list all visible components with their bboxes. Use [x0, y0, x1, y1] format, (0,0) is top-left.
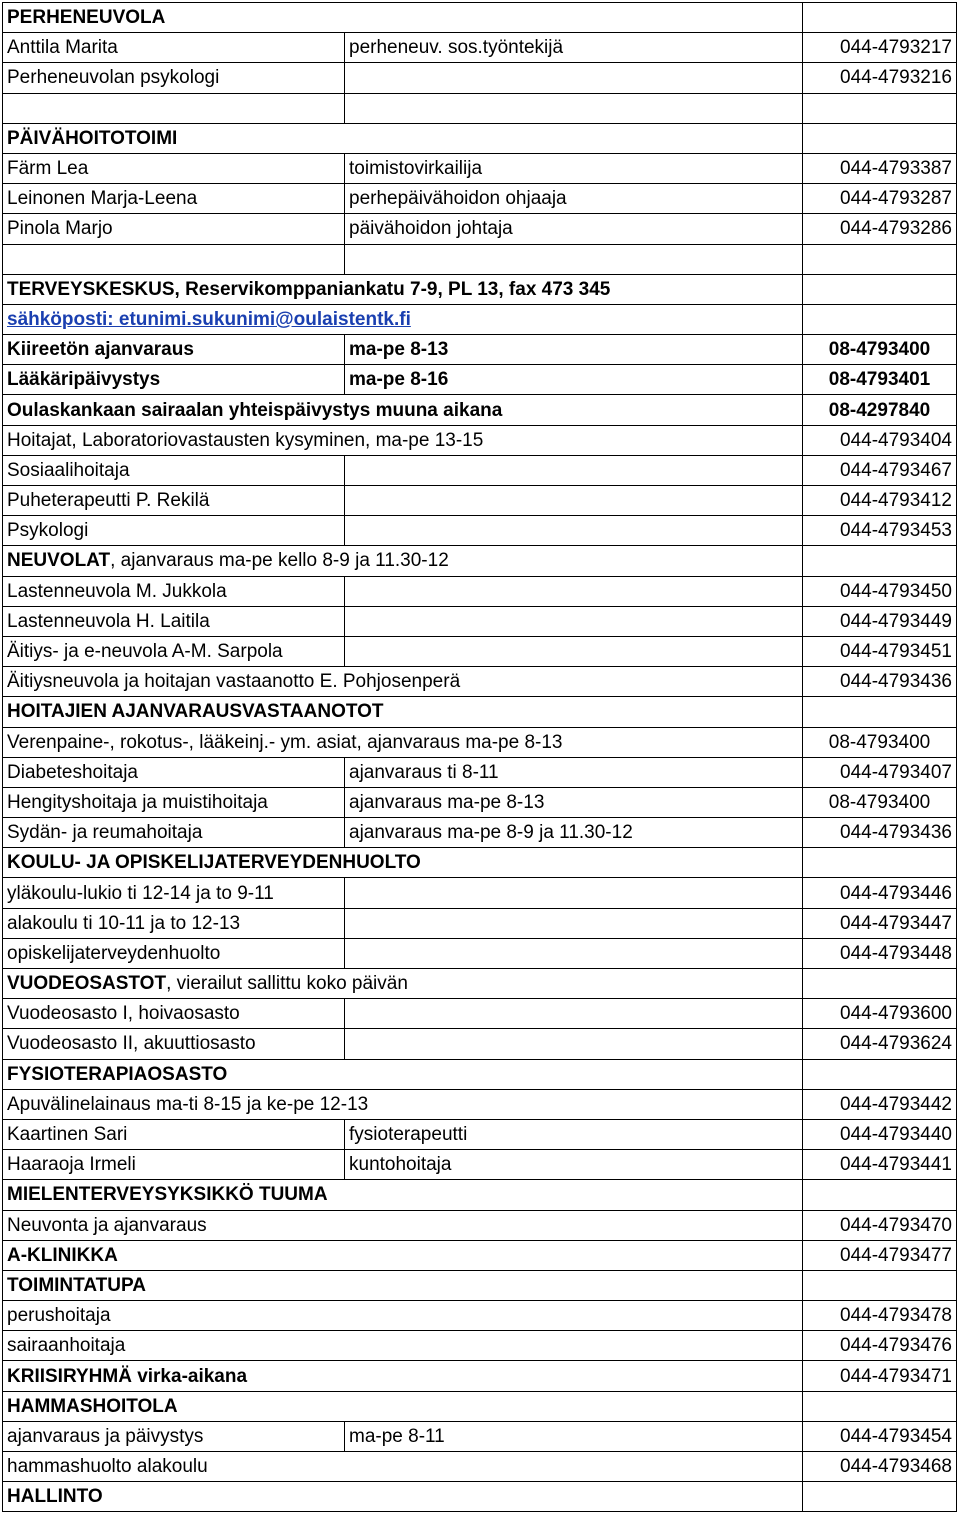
- entry-name-cell: Hoitajat, Laboratoriovastausten kysyminen, ma-pe 13-15: [3, 425, 803, 455]
- directory-body: [3, 3, 957, 1512]
- directory-row: [3, 33, 957, 63]
- entry-role-cell: ma-pe 8-11: [345, 1421, 803, 1451]
- entry-name-cell: opiskelijaterveydenhuolto: [3, 938, 345, 968]
- section-header-row: [3, 1482, 957, 1512]
- phone-number-cell: [803, 274, 957, 304]
- entry-role-cell: [345, 878, 803, 908]
- phone-number-cell: [803, 123, 957, 153]
- phone-number-cell: [803, 1482, 957, 1512]
- entry-role-cell: [345, 1029, 803, 1059]
- phone-number-cell: 044-4793449: [803, 606, 957, 636]
- entry-name-cell: Kiireetön ajanvaraus: [3, 335, 345, 365]
- phone-number-cell: [803, 848, 957, 878]
- entry-role-cell: ajanvaraus ti 8-11: [345, 757, 803, 787]
- directory-row: [3, 757, 957, 787]
- entry-name-cell: [3, 304, 803, 334]
- entry-role-cell: ajanvaraus ma-pe 8-9 ja 11.30-12: [345, 818, 803, 848]
- phone-number-cell: [803, 697, 957, 727]
- entry-role-cell: [345, 244, 803, 274]
- directory-row: [3, 244, 957, 274]
- section-note: , vierailut sallittu koko päivän: [166, 973, 408, 995]
- entry-name-cell: Haaraoja Irmeli: [3, 1150, 345, 1180]
- entry-name-cell: Psykologi: [3, 516, 345, 546]
- phone-number-cell: 044-4793286: [803, 214, 957, 244]
- directory-row: [3, 1089, 957, 1119]
- section-header-row: [3, 1391, 957, 1421]
- entry-name-cell: [3, 546, 803, 576]
- phone-number-cell: [803, 304, 957, 334]
- phone-number-cell: 044-4793451: [803, 636, 957, 666]
- entry-role-cell: [345, 516, 803, 546]
- section-header-row: [3, 1270, 957, 1300]
- directory-row: [3, 787, 957, 817]
- phone-number-cell: 08-4793400: [803, 787, 957, 817]
- phone-number-cell: 044-4793478: [803, 1301, 957, 1331]
- entry-role-cell: [345, 63, 803, 93]
- entry-name-cell: [3, 93, 345, 123]
- section-heading: NEUVOLAT: [7, 550, 111, 572]
- directory-row: [3, 1421, 957, 1451]
- entry-name-cell: Oulaskankaan sairaalan yhteispäivystys muuna aikana: [3, 395, 803, 425]
- directory-row: [3, 667, 957, 697]
- phone-number-cell: 044-4793446: [803, 878, 957, 908]
- phone-number-cell: 044-4793412: [803, 486, 957, 516]
- entry-role-cell: ajanvaraus ma-pe 8-13: [345, 787, 803, 817]
- phone-number-cell: 044-4793477: [803, 1240, 957, 1270]
- phone-number-cell: 044-4793440: [803, 1119, 957, 1149]
- entry-role-cell: ma-pe 8-13: [345, 335, 803, 365]
- phone-number-cell: [803, 546, 957, 576]
- entry-name-cell: Sosiaalihoitaja: [3, 455, 345, 485]
- directory-row: [3, 606, 957, 636]
- phone-number-cell: 044-4793387: [803, 153, 957, 183]
- phone-number-cell: 08-4793401: [803, 365, 957, 395]
- entry-name-cell: A-KLINIKKA: [3, 1240, 803, 1270]
- entry-name-cell: Pinola Marjo: [3, 214, 345, 244]
- directory-row: [3, 365, 957, 395]
- phone-number-cell: 044-4793467: [803, 455, 957, 485]
- entry-role-cell: toimistovirkailija: [345, 153, 803, 183]
- email-link[interactable]: sähköposti: etunimi.sukunimi@oulaistentk.fi: [7, 308, 411, 330]
- directory-row: [3, 546, 957, 576]
- directory-row: [3, 184, 957, 214]
- phone-number-cell: 044-4793600: [803, 999, 957, 1029]
- entry-name-cell: Neuvonta ja ajanvaraus: [3, 1210, 803, 1240]
- entry-name-cell: Äitiysneuvola ja hoitajan vastaanotto E. Pohjosenperä: [3, 667, 803, 697]
- entry-name-cell: Sydän- ja reumahoitaja: [3, 818, 345, 848]
- phone-number-cell: 044-4793287: [803, 184, 957, 214]
- directory-row: [3, 1029, 957, 1059]
- section-header-row: [3, 1059, 957, 1089]
- directory-row: [3, 395, 957, 425]
- entry-name-cell: KRIISIRYHMÄ virka-aikana: [3, 1361, 803, 1391]
- directory-row: [3, 153, 957, 183]
- phone-number-cell: 044-4793441: [803, 1150, 957, 1180]
- phone-number-cell: 044-4793476: [803, 1331, 957, 1361]
- entry-name-cell: Apuvälinelainaus ma-ti 8-15 ja ke-pe 12-13: [3, 1089, 803, 1119]
- directory-row: [3, 727, 957, 757]
- entry-role-cell: [345, 636, 803, 666]
- entry-role-cell: [345, 999, 803, 1029]
- entry-role-cell: kuntohoitaja: [345, 1150, 803, 1180]
- section-header-row: [3, 1361, 957, 1391]
- entry-role-cell: [345, 576, 803, 606]
- directory-row: [3, 486, 957, 516]
- section-header-row: [3, 1240, 957, 1270]
- section-heading: VUODEOSASTOT: [7, 973, 167, 995]
- entry-name-cell: Hengityshoitaja ja muistihoitaja: [3, 787, 345, 817]
- phone-number-cell: 044-4793442: [803, 1089, 957, 1119]
- entry-role-cell: [345, 938, 803, 968]
- phone-number-cell: 044-4793436: [803, 667, 957, 697]
- phone-number-cell: 044-4793447: [803, 908, 957, 938]
- entry-role-cell: perhepäivähoidon ohjaaja: [345, 184, 803, 214]
- entry-name-cell: Vuodeosasto II, akuuttiosasto: [3, 1029, 345, 1059]
- phone-number-cell: 044-4793448: [803, 938, 957, 968]
- entry-name-cell: alakoulu ti 10-11 ja to 12-13: [3, 908, 345, 938]
- entry-name-cell: hammashuolto alakoulu: [3, 1452, 803, 1482]
- entry-name-cell: ajanvaraus ja päivystys: [3, 1421, 345, 1451]
- entry-name-cell: Verenpaine-, rokotus-, lääkeinj.- ym. asiat, ajanvaraus ma-pe 8-13: [3, 727, 803, 757]
- entry-name-cell: Färm Lea: [3, 153, 345, 183]
- directory-row: [3, 999, 957, 1029]
- entry-name-cell: HOITAJIEN AJANVARAUSVASTAANOTOT: [3, 697, 803, 727]
- phone-number-cell: 044-4793217: [803, 33, 957, 63]
- phone-number-cell: 08-4793400: [803, 335, 957, 365]
- entry-name-cell: Lastenneuvola M. Jukkola: [3, 576, 345, 606]
- entry-role-cell: ma-pe 8-16: [345, 365, 803, 395]
- entry-name-cell: TOIMINTATUPA: [3, 1270, 803, 1300]
- entry-name-cell: PÄIVÄHOITOTOIMI: [3, 123, 803, 153]
- directory-row: [3, 1331, 957, 1361]
- directory-row: [3, 425, 957, 455]
- entry-role-cell: [345, 606, 803, 636]
- entry-name-cell: MIELENTERVEYSYKSIKKÖ TUUMA: [3, 1180, 803, 1210]
- section-note: , ajanvaraus ma-pe kello 8-9 ja 11.30-12: [110, 550, 449, 572]
- directory-row: [3, 1119, 957, 1149]
- phone-number-cell: 044-4793454: [803, 1421, 957, 1451]
- entry-name-cell: FYSIOTERAPIAOSASTO: [3, 1059, 803, 1089]
- entry-role-cell: [345, 455, 803, 485]
- directory-row: [3, 938, 957, 968]
- entry-name-cell: Leinonen Marja-Leena: [3, 184, 345, 214]
- entry-name-cell: perushoitaja: [3, 1301, 803, 1331]
- section-header-row: [3, 3, 957, 33]
- directory-row: [3, 878, 957, 908]
- directory-row: [3, 636, 957, 666]
- entry-role-cell: [345, 486, 803, 516]
- entry-name-cell: HALLINTO: [3, 1482, 803, 1512]
- phone-number-cell: [803, 1391, 957, 1421]
- entry-name-cell: HAMMASHOITOLA: [3, 1391, 803, 1421]
- directory-row: [3, 455, 957, 485]
- entry-name-cell: Puheterapeutti P. Rekilä: [3, 486, 345, 516]
- phone-number-cell: 08-4793400: [803, 727, 957, 757]
- phone-number-cell: [803, 1180, 957, 1210]
- phone-number-cell: [803, 93, 957, 123]
- entry-name-cell: Lääkäripäivystys: [3, 365, 345, 395]
- entry-name-cell: [3, 969, 803, 999]
- section-header-row: [3, 848, 957, 878]
- directory-row: [3, 1452, 957, 1482]
- entry-name-cell: Kaartinen Sari: [3, 1119, 345, 1149]
- entry-role-cell: perheneuv. sos.työntekijä: [345, 33, 803, 63]
- phone-directory-table: [2, 2, 957, 1512]
- entry-name-cell: TERVEYSKESKUS, Reservikomppaniankatu 7-9, PL 13, fax 473 345: [3, 274, 803, 304]
- entry-name-cell: Diabeteshoitaja: [3, 757, 345, 787]
- entry-name-cell: PERHENEUVOLA: [3, 3, 803, 33]
- phone-number-cell: 044-4793407: [803, 757, 957, 787]
- entry-name-cell: Lastenneuvola H. Laitila: [3, 606, 345, 636]
- directory-row: [3, 1210, 957, 1240]
- entry-role-cell: päivähoidon johtaja: [345, 214, 803, 244]
- directory-row: [3, 516, 957, 546]
- phone-number-cell: [803, 1270, 957, 1300]
- entry-name-cell: Vuodeosasto I, hoivaosasto: [3, 999, 345, 1029]
- entry-role-cell: [345, 908, 803, 938]
- phone-number-cell: 044-4793436: [803, 818, 957, 848]
- phone-number-cell: 08-4297840: [803, 395, 957, 425]
- directory-row: [3, 818, 957, 848]
- phone-number-cell: [803, 3, 957, 33]
- phone-number-cell: [803, 1059, 957, 1089]
- phone-number-cell: 044-4793453: [803, 516, 957, 546]
- section-header-row: [3, 697, 957, 727]
- section-header-row: [3, 123, 957, 153]
- section-header-row: [3, 274, 957, 304]
- entry-name-cell: Perheneuvolan psykologi: [3, 63, 345, 93]
- phone-number-cell: [803, 244, 957, 274]
- entry-name-cell: yläkoulu-lukio ti 12-14 ja to 9-11: [3, 878, 345, 908]
- entry-name-cell: Äitiys- ja e-neuvola A-M. Sarpola: [3, 636, 345, 666]
- directory-row: [3, 335, 957, 365]
- entry-name-cell: KOULU- JA OPISKELIJATERVEYDENHUOLTO: [3, 848, 803, 878]
- directory-row: [3, 93, 957, 123]
- phone-number-cell: 044-4793468: [803, 1452, 957, 1482]
- phone-number-cell: 044-4793624: [803, 1029, 957, 1059]
- phone-number-cell: 044-4793450: [803, 576, 957, 606]
- directory-row: [3, 304, 957, 334]
- entry-name-cell: [3, 244, 345, 274]
- phone-number-cell: 044-4793404: [803, 425, 957, 455]
- directory-row: [3, 1301, 957, 1331]
- entry-name-cell: sairaanhoitaja: [3, 1331, 803, 1361]
- entry-name-cell: Anttila Marita: [3, 33, 345, 63]
- directory-row: [3, 1150, 957, 1180]
- directory-row: [3, 908, 957, 938]
- entry-role-cell: fysioterapeutti: [345, 1119, 803, 1149]
- phone-number-cell: 044-4793470: [803, 1210, 957, 1240]
- directory-row: [3, 214, 957, 244]
- entry-role-cell: [345, 93, 803, 123]
- directory-row: [3, 63, 957, 93]
- phone-number-cell: 044-4793216: [803, 63, 957, 93]
- directory-row: [3, 969, 957, 999]
- section-header-row: [3, 1180, 957, 1210]
- phone-number-cell: [803, 969, 957, 999]
- phone-number-cell: 044-4793471: [803, 1361, 957, 1391]
- directory-row: [3, 576, 957, 606]
